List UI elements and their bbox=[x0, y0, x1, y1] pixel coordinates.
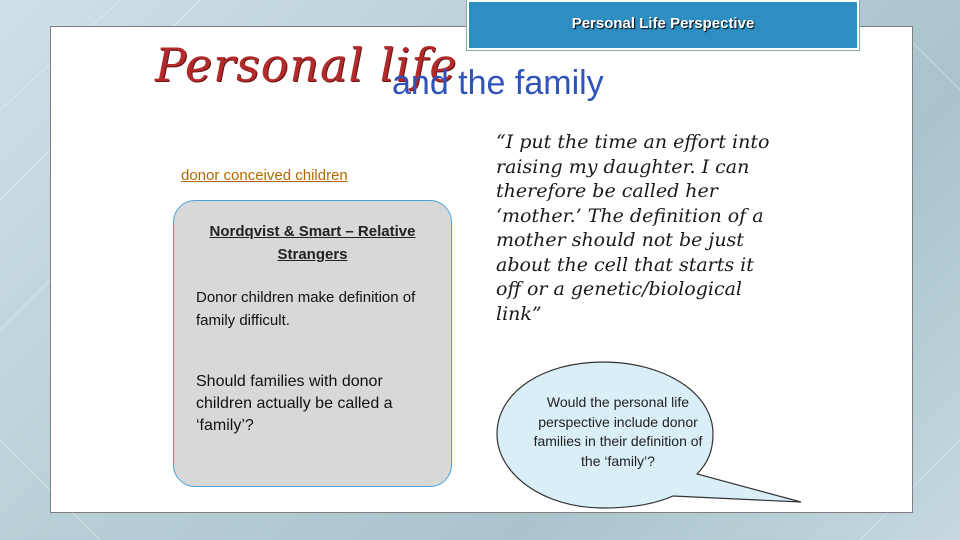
study-paragraph-1: Donor children make definition of family difficult. bbox=[196, 289, 416, 329]
bubble-question: Would the personal life perspective include donor families in their definition of the ‘family’? bbox=[533, 394, 703, 469]
study-paragraph-2: Should families with donor children actually be called a ‘family’? bbox=[196, 373, 393, 434]
subheading-link[interactable]: donor conceived children bbox=[181, 167, 348, 184]
study-heading: Nordqvist & Smart – Relative Strangers bbox=[209, 223, 416, 263]
header-banner bbox=[467, 0, 859, 50]
personal-life-logo: Personal life bbox=[155, 38, 458, 92]
header-title: Personal Life Perspective bbox=[571, 15, 755, 32]
mother-quote: “I put the time an effort into raising my daughter. I can therefore be called her ‘mother.’ The definition of a mother should not be just about the cell that starts it off or a genetic/biological link” bbox=[496, 131, 770, 325]
page-title: and the family bbox=[392, 64, 604, 102]
